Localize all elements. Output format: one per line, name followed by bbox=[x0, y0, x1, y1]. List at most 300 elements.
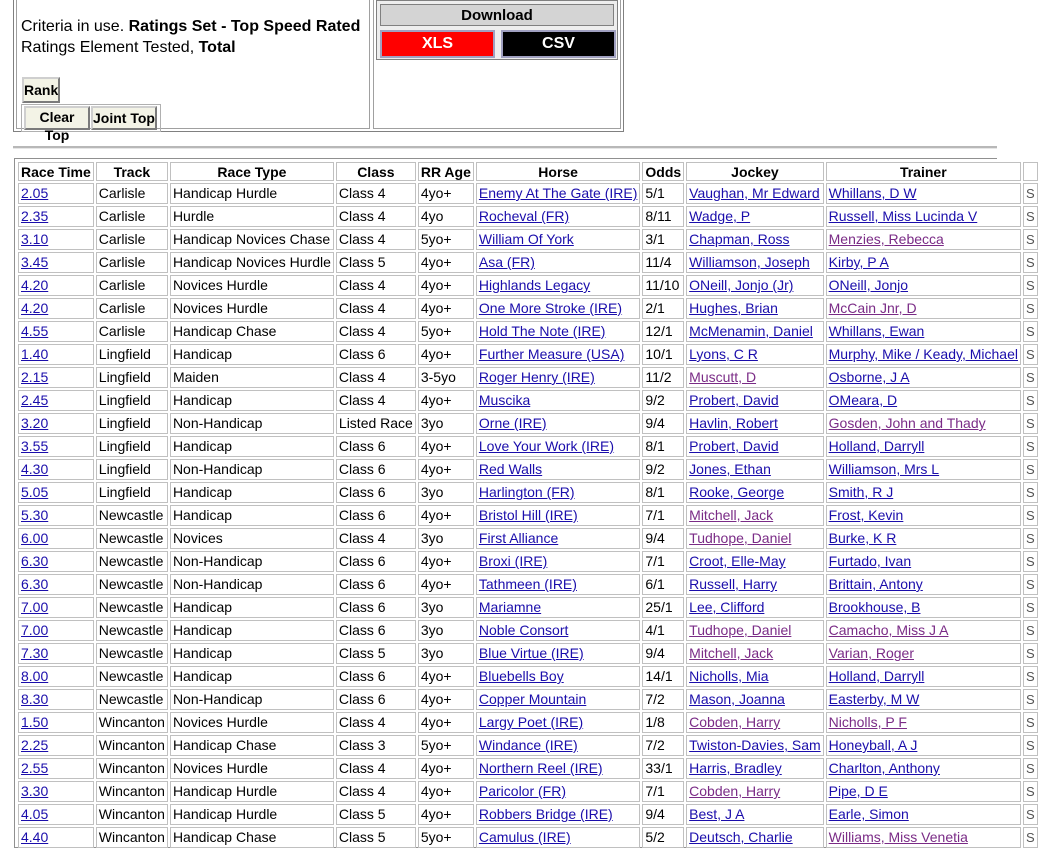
race-type-cell: Non-Handicap bbox=[172, 461, 263, 477]
jockey-link[interactable]: Mason, Joanna bbox=[689, 691, 785, 707]
trainer-link[interactable]: Honeyball, A J bbox=[828, 737, 918, 753]
trainer-link[interactable]: Nicholls, P F bbox=[828, 714, 907, 730]
race-type-cell bbox=[170, 597, 334, 618]
race-time-cell bbox=[18, 413, 94, 434]
truncated-cell bbox=[1023, 758, 1038, 779]
odds-cell: 7/2 bbox=[645, 737, 665, 753]
results-table bbox=[16, 160, 1040, 850]
trainer-cell bbox=[826, 804, 1021, 825]
header-jockey[interactable]: Jockey bbox=[686, 162, 823, 181]
jockey-cell bbox=[686, 252, 823, 273]
jockey-link[interactable]: Tudhope, Daniel bbox=[689, 622, 792, 638]
trainer-link[interactable]: Pipe, D E bbox=[828, 783, 888, 799]
truncated-cell: S bbox=[1025, 347, 1035, 362]
table-row bbox=[18, 827, 1038, 848]
trainer-link[interactable]: Varian, Roger bbox=[828, 645, 914, 661]
track-cell bbox=[96, 252, 168, 273]
jockey-link[interactable]: Cobden, Harry bbox=[689, 783, 781, 799]
trainer-link[interactable]: Brittain, Antony bbox=[828, 576, 923, 592]
trainer-link[interactable]: Williamson, Mrs L bbox=[828, 461, 940, 477]
clear-top-button[interactable]: Clear Top bbox=[24, 106, 90, 130]
trainer-cell bbox=[826, 827, 1021, 848]
rr-age-cell bbox=[418, 827, 474, 848]
race-time-link[interactable]: 5.05 bbox=[21, 484, 49, 500]
race-time-link[interactable]: 2.45 bbox=[21, 392, 49, 408]
jockey-link[interactable]: Rooke, George bbox=[689, 484, 785, 500]
trainer-cell bbox=[826, 298, 1021, 319]
truncated-cell: S bbox=[1025, 646, 1035, 661]
jockey-link[interactable]: ONeill, Jonjo (Jr) bbox=[689, 277, 794, 293]
trainer-link[interactable]: Whillans, Ewan bbox=[828, 323, 925, 339]
rr-age-cell bbox=[418, 735, 474, 756]
trainer-link[interactable]: Burke, K R bbox=[828, 530, 897, 546]
race-time-link[interactable]: 2.55 bbox=[21, 760, 49, 776]
race-type-cell: Novices Hurdle bbox=[172, 760, 268, 776]
jockey-link[interactable]: Nicholls, Mia bbox=[689, 668, 769, 684]
track-cell: Carlisle bbox=[98, 254, 146, 270]
results-table-container bbox=[14, 158, 1035, 848]
race-time-link[interactable]: 5.30 bbox=[21, 507, 49, 523]
odds-cell bbox=[642, 298, 684, 319]
truncated-cell bbox=[1023, 252, 1038, 273]
race-time-link[interactable]: 2.25 bbox=[21, 737, 49, 753]
class-cell bbox=[336, 712, 416, 733]
trainer-cell bbox=[826, 344, 1021, 365]
odds-cell bbox=[642, 551, 684, 572]
horse-link[interactable]: Highlands Legacy bbox=[478, 277, 591, 293]
horse-link[interactable]: William Of York bbox=[478, 231, 574, 247]
table-row bbox=[18, 758, 1038, 779]
trainer-link[interactable]: Whillans, D W bbox=[828, 185, 917, 201]
rank-button[interactable]: Rank bbox=[22, 77, 60, 103]
trainer-cell bbox=[826, 666, 1021, 687]
class-cell bbox=[336, 298, 416, 319]
table-row bbox=[18, 712, 1038, 733]
horse-link[interactable]: Harlington (FR) bbox=[478, 484, 575, 500]
trainer-link[interactable]: Camacho, Miss J A bbox=[828, 622, 949, 638]
rr-age-cell: 3yo bbox=[420, 415, 444, 431]
odds-cell bbox=[642, 666, 684, 687]
race-time-link[interactable]: 7.00 bbox=[21, 599, 49, 615]
race-type-cell bbox=[170, 574, 334, 595]
jockey-link[interactable]: Williamson, Joseph bbox=[689, 254, 810, 270]
jockey-link[interactable]: Jones, Ethan bbox=[689, 461, 771, 477]
horse-link[interactable]: Orne (IRE) bbox=[478, 415, 547, 431]
track-cell bbox=[96, 551, 168, 572]
race-time-link[interactable]: 3.30 bbox=[21, 783, 49, 799]
track-cell bbox=[96, 183, 168, 204]
track-cell bbox=[96, 712, 168, 733]
jockey-link[interactable]: Probert, David bbox=[689, 392, 779, 408]
truncated-cell bbox=[1023, 781, 1038, 802]
race-time-cell bbox=[18, 505, 94, 526]
rr-age-cell: 4yo+ bbox=[420, 461, 452, 477]
race-time-cell bbox=[18, 804, 94, 825]
jockey-link[interactable]: Tudhope, Daniel bbox=[689, 530, 792, 546]
race-time-cell bbox=[18, 781, 94, 802]
race-time-cell bbox=[18, 689, 94, 710]
header-class[interactable]: Class bbox=[336, 162, 416, 181]
race-type-cell: Handicap bbox=[172, 438, 233, 454]
truncated-cell: S bbox=[1025, 439, 1035, 454]
horse-cell bbox=[476, 436, 640, 457]
table-row bbox=[18, 735, 1038, 756]
header-race-time[interactable]: Race Time bbox=[18, 162, 94, 181]
odds-cell: 2/1 bbox=[645, 300, 665, 316]
rr-age-cell: 3yo bbox=[420, 484, 444, 500]
race-type-cell bbox=[170, 183, 334, 204]
track-cell bbox=[96, 459, 168, 480]
csv-download-button[interactable]: CSV bbox=[501, 30, 616, 58]
rr-age-cell bbox=[418, 321, 474, 342]
header-trainer[interactable]: Trainer bbox=[826, 162, 1021, 181]
horse-link[interactable]: Blue Virtue (IRE) bbox=[478, 645, 584, 661]
odds-cell: 11/2 bbox=[645, 369, 672, 385]
horse-link[interactable]: Rocheval (FR) bbox=[478, 208, 570, 224]
race-type-cell bbox=[170, 367, 334, 388]
race-time-link[interactable]: 3.45 bbox=[21, 254, 49, 270]
odds-cell bbox=[642, 643, 684, 664]
track-cell: Lingfield bbox=[98, 438, 151, 454]
track-cell bbox=[96, 298, 168, 319]
jockey-link[interactable]: Cobden, Harry bbox=[689, 714, 781, 730]
jockey-link[interactable]: Croot, Elle-May bbox=[689, 553, 786, 569]
header-row bbox=[18, 162, 1038, 181]
class-cell bbox=[336, 528, 416, 549]
trainer-link[interactable]: Holland, Darryll bbox=[828, 668, 925, 684]
track-cell bbox=[96, 528, 168, 549]
class-cell: Class 6 bbox=[338, 507, 386, 523]
race-time-cell bbox=[18, 390, 94, 411]
rr-age-cell: 4yo+ bbox=[420, 300, 452, 316]
horse-link[interactable]: Robbers Bridge (IRE) bbox=[478, 806, 613, 822]
horse-cell bbox=[476, 666, 640, 687]
class-cell bbox=[336, 367, 416, 388]
horse-link[interactable]: One More Stroke (IRE) bbox=[478, 300, 623, 316]
race-time-link[interactable]: 4.20 bbox=[21, 277, 49, 293]
race-time-cell bbox=[18, 298, 94, 319]
class-cell: Class 6 bbox=[338, 599, 386, 615]
race-time-link[interactable]: 3.20 bbox=[21, 415, 49, 431]
truncated-cell: S bbox=[1025, 416, 1035, 431]
horse-link[interactable]: Tathmeen (IRE) bbox=[478, 576, 577, 592]
horse-link[interactable]: Northern Reel (IRE) bbox=[478, 760, 603, 776]
header-odds[interactable]: Odds bbox=[642, 162, 684, 181]
trainer-link[interactable]: ONeill, Jonjo bbox=[828, 277, 909, 293]
odds-cell: 14/1 bbox=[645, 668, 673, 684]
horse-cell bbox=[476, 183, 640, 204]
odds-cell bbox=[642, 712, 684, 733]
truncated-cell: S bbox=[1025, 485, 1035, 500]
jockey-cell bbox=[686, 459, 823, 480]
rr-age-cell: 4yo+ bbox=[420, 553, 452, 569]
horse-link[interactable]: Bluebells Boy bbox=[478, 668, 564, 684]
jockey-cell bbox=[686, 827, 823, 848]
class-cell: Class 4 bbox=[338, 300, 386, 316]
class-cell: Listed Race bbox=[338, 415, 413, 431]
jockey-cell bbox=[686, 436, 823, 457]
race-time-link[interactable]: 1.40 bbox=[21, 346, 49, 362]
class-cell bbox=[336, 804, 416, 825]
odds-cell bbox=[642, 344, 684, 365]
class-cell bbox=[336, 321, 416, 342]
criteria-prefix: Ratings Element Tested, bbox=[21, 39, 195, 56]
horse-link[interactable]: Red Walls bbox=[478, 461, 543, 477]
jockey-cell bbox=[686, 666, 823, 687]
jockey-cell bbox=[686, 781, 823, 802]
odds-cell: 7/1 bbox=[645, 553, 665, 569]
header-track[interactable]: Track bbox=[96, 162, 168, 181]
truncated-cell: S bbox=[1025, 669, 1035, 684]
jockey-link[interactable]: Hughes, Brian bbox=[689, 300, 778, 316]
rr-age-cell: 4yo+ bbox=[420, 277, 452, 293]
trainer-link[interactable]: Smith, R J bbox=[828, 484, 894, 500]
trainer-link[interactable]: Murphy, Mike / Keady, Michael bbox=[828, 346, 1018, 362]
horse-link[interactable]: Windance (IRE) bbox=[478, 737, 578, 753]
class-cell bbox=[336, 505, 416, 526]
truncated-cell bbox=[1023, 344, 1038, 365]
trainer-link[interactable]: Easterby, M W bbox=[828, 691, 920, 707]
race-time-link[interactable]: 4.40 bbox=[21, 829, 49, 845]
trainer-cell bbox=[826, 206, 1021, 227]
class-cell bbox=[336, 781, 416, 802]
track-cell: Carlisle bbox=[98, 208, 146, 224]
race-type-cell: Handicap bbox=[172, 392, 233, 408]
horse-link[interactable]: Copper Mountain bbox=[478, 691, 587, 707]
horse-link[interactable]: Asa (FR) bbox=[478, 254, 535, 270]
track-cell: Wincanton bbox=[98, 829, 165, 845]
criteria-value: Total bbox=[198, 39, 236, 56]
race-time-link[interactable]: 7.00 bbox=[21, 622, 49, 638]
joint-top-button[interactable]: Joint Top bbox=[91, 106, 157, 130]
class-cell: Class 6 bbox=[338, 622, 386, 638]
odds-cell bbox=[642, 735, 684, 756]
horse-link[interactable]: Bristol Hill (IRE) bbox=[478, 507, 578, 523]
trainer-link[interactable]: Gosden, John and Thady bbox=[828, 415, 986, 431]
odds-cell bbox=[642, 275, 684, 296]
horse-link[interactable]: Muscika bbox=[478, 392, 531, 408]
jockey-link[interactable]: Mitchell, Jack bbox=[689, 645, 774, 661]
race-type-cell bbox=[170, 758, 334, 779]
truncated-cell: S bbox=[1025, 554, 1035, 569]
race-time-cell bbox=[18, 735, 94, 756]
trainer-link[interactable]: McCain Jnr, D bbox=[828, 300, 917, 316]
rr-age-cell: 4yo+ bbox=[420, 346, 452, 362]
jockey-link[interactable]: Vaughan, Mr Edward bbox=[689, 185, 820, 201]
jockey-link[interactable]: Havlin, Robert bbox=[689, 415, 778, 431]
race-time-link[interactable]: 6.00 bbox=[21, 530, 49, 546]
track-cell bbox=[96, 574, 168, 595]
jockey-cell bbox=[686, 758, 823, 779]
trainer-link[interactable]: Holland, Darryll bbox=[828, 438, 925, 454]
download-box bbox=[376, 0, 618, 60]
jockey-link[interactable]: Lee, Clifford bbox=[689, 599, 765, 615]
track-cell: Wincanton bbox=[98, 806, 165, 822]
trainer-link[interactable]: Earle, Simon bbox=[828, 806, 909, 822]
horse-link[interactable]: Largy Poet (IRE) bbox=[478, 714, 584, 730]
horse-cell bbox=[476, 229, 640, 250]
trainer-link[interactable]: Kirby, P A bbox=[828, 254, 889, 270]
race-time-link[interactable]: 6.30 bbox=[21, 576, 49, 592]
jockey-link[interactable]: McMenamin, Daniel bbox=[689, 323, 813, 339]
race-time-link[interactable]: 3.55 bbox=[21, 438, 49, 454]
header-race-type[interactable]: Race Type bbox=[170, 162, 334, 181]
jockey-link[interactable]: Wadge, P bbox=[689, 208, 751, 224]
rr-age-cell: 4yo+ bbox=[420, 438, 452, 454]
truncated-cell: S bbox=[1025, 324, 1035, 339]
race-time-cell bbox=[18, 275, 94, 296]
trainer-link[interactable]: Furtado, Ivan bbox=[828, 553, 912, 569]
jockey-link[interactable]: Probert, David bbox=[689, 438, 779, 454]
trainer-link[interactable]: OMeara, D bbox=[828, 392, 898, 408]
rr-age-cell bbox=[418, 758, 474, 779]
odds-cell bbox=[642, 781, 684, 802]
horse-link[interactable]: Hold The Note (IRE) bbox=[478, 323, 606, 339]
class-cell bbox=[336, 252, 416, 273]
race-type-cell bbox=[170, 482, 334, 503]
race-time-link[interactable]: 8.00 bbox=[21, 668, 49, 684]
truncated-cell bbox=[1023, 275, 1038, 296]
race-time-link[interactable]: 4.20 bbox=[21, 300, 49, 316]
truncated-cell: S bbox=[1025, 715, 1035, 730]
trainer-link[interactable]: Williams, Miss Venetia bbox=[828, 829, 968, 845]
track-cell: Newcastle bbox=[98, 530, 164, 546]
rr-age-cell bbox=[418, 229, 474, 250]
horse-link[interactable]: Further Measure (USA) bbox=[478, 346, 625, 362]
odds-cell bbox=[642, 459, 684, 480]
table-row bbox=[18, 390, 1038, 411]
odds-cell bbox=[642, 597, 684, 618]
track-cell bbox=[96, 390, 168, 411]
rr-age-cell bbox=[418, 689, 474, 710]
race-time-link[interactable]: 4.30 bbox=[21, 461, 49, 477]
trainer-cell bbox=[826, 275, 1021, 296]
horse-link[interactable]: Love Your Work (IRE) bbox=[478, 438, 615, 454]
race-type-cell: Novices Hurdle bbox=[172, 300, 268, 316]
trainer-cell bbox=[826, 229, 1021, 250]
jockey-link[interactable]: Lyons, C R bbox=[689, 346, 758, 362]
race-type-cell: Novices bbox=[172, 530, 223, 546]
jockey-link[interactable]: Twiston-Davies, Sam bbox=[689, 737, 821, 753]
trainer-cell bbox=[826, 758, 1021, 779]
table-row bbox=[18, 367, 1038, 388]
trainer-link[interactable]: Charlton, Anthony bbox=[828, 760, 940, 776]
trainer-link[interactable]: Osborne, J A bbox=[828, 369, 910, 385]
race-time-link[interactable]: 2.05 bbox=[21, 185, 49, 201]
race-type-cell bbox=[170, 505, 334, 526]
horse-link[interactable]: Mariamne bbox=[478, 599, 542, 615]
rr-age-cell bbox=[418, 505, 474, 526]
odds-cell: 11/10 bbox=[645, 277, 680, 293]
track-cell bbox=[96, 505, 168, 526]
horse-link[interactable]: Enemy At The Gate (IRE) bbox=[478, 185, 638, 201]
horse-cell bbox=[476, 367, 640, 388]
truncated-cell bbox=[1023, 367, 1038, 388]
rr-age-cell: 4yo+ bbox=[420, 507, 452, 523]
table-row bbox=[18, 505, 1038, 526]
track-cell: Carlisle bbox=[98, 277, 146, 293]
class-cell bbox=[336, 597, 416, 618]
race-time-cell bbox=[18, 229, 94, 250]
trainer-link[interactable]: Frost, Kevin bbox=[828, 507, 904, 523]
rr-age-cell bbox=[418, 367, 474, 388]
race-type-cell bbox=[170, 298, 334, 319]
section-divider bbox=[13, 146, 997, 149]
horse-link[interactable]: First Alliance bbox=[478, 530, 559, 546]
odds-cell: 9/4 bbox=[645, 645, 665, 661]
race-time-link[interactable]: 1.50 bbox=[21, 714, 49, 730]
trainer-cell bbox=[826, 574, 1021, 595]
jockey-cell bbox=[686, 229, 823, 250]
rr-age-cell bbox=[418, 597, 474, 618]
track-cell: Lingfield bbox=[98, 415, 151, 431]
track-cell: Newcastle bbox=[98, 668, 164, 684]
jockey-link[interactable]: Mitchell, Jack bbox=[689, 507, 774, 523]
class-cell bbox=[336, 482, 416, 503]
race-time-link[interactable]: 8.30 bbox=[21, 691, 49, 707]
horse-link[interactable]: Camulus (IRE) bbox=[478, 829, 571, 845]
truncated-cell bbox=[1023, 643, 1038, 664]
rr-age-cell bbox=[418, 183, 474, 204]
header-horse[interactable]: Horse bbox=[476, 162, 640, 181]
race-time-link[interactable]: 2.35 bbox=[21, 208, 49, 224]
race-time-link[interactable]: 7.30 bbox=[21, 645, 49, 661]
header-rr-age[interactable]: RR Age bbox=[418, 162, 474, 181]
truncated-cell: S bbox=[1025, 278, 1035, 293]
trainer-cell bbox=[826, 689, 1021, 710]
horse-cell bbox=[476, 206, 640, 227]
jockey-link[interactable]: Muscutt, D bbox=[689, 369, 757, 385]
horse-link[interactable]: Noble Consort bbox=[478, 622, 569, 638]
jockey-link[interactable]: Best, J A bbox=[689, 806, 745, 822]
truncated-cell bbox=[1023, 229, 1038, 250]
race-type-cell: Maiden bbox=[172, 369, 219, 385]
jockey-link[interactable]: Russell, Harry bbox=[689, 576, 778, 592]
xls-download-button[interactable]: XLS bbox=[380, 30, 495, 58]
jockey-cell bbox=[686, 275, 823, 296]
race-time-link[interactable]: 4.05 bbox=[21, 806, 49, 822]
odds-cell: 8/11 bbox=[645, 208, 672, 224]
jockey-cell bbox=[686, 206, 823, 227]
class-cell: Class 6 bbox=[338, 576, 386, 592]
jockey-link[interactable]: Harris, Bradley bbox=[689, 760, 782, 776]
rr-age-cell: 3-5yo bbox=[420, 369, 456, 385]
track-cell bbox=[96, 367, 168, 388]
odds-cell bbox=[642, 367, 684, 388]
race-time-cell bbox=[18, 620, 94, 641]
truncated-cell: S bbox=[1025, 508, 1035, 523]
race-time-link[interactable]: 4.55 bbox=[21, 323, 49, 339]
race-time-link[interactable]: 2.15 bbox=[21, 369, 49, 385]
horse-link[interactable]: Broxi (IRE) bbox=[478, 553, 548, 569]
jockey-cell bbox=[686, 505, 823, 526]
truncated-cell bbox=[1023, 505, 1038, 526]
horse-link[interactable]: Roger Henry (IRE) bbox=[478, 369, 595, 385]
truncated-cell: S bbox=[1025, 692, 1035, 707]
class-cell bbox=[336, 229, 416, 250]
trainer-link[interactable]: Russell, Miss Lucinda V bbox=[828, 208, 978, 224]
horse-link[interactable]: Paricolor (FR) bbox=[478, 783, 567, 799]
race-type-cell: Handicap bbox=[172, 645, 233, 661]
jockey-link[interactable]: Deutsch, Charlie bbox=[689, 829, 793, 845]
race-time-link[interactable]: 6.30 bbox=[21, 553, 49, 569]
jockey-link[interactable]: Chapman, Ross bbox=[689, 231, 790, 247]
trainer-link[interactable]: Menzies, Rebecca bbox=[828, 231, 944, 247]
track-cell bbox=[96, 781, 168, 802]
trainer-link[interactable]: Brookhouse, B bbox=[828, 599, 921, 615]
race-time-link[interactable]: 3.10 bbox=[21, 231, 49, 247]
race-time-cell bbox=[18, 367, 94, 388]
